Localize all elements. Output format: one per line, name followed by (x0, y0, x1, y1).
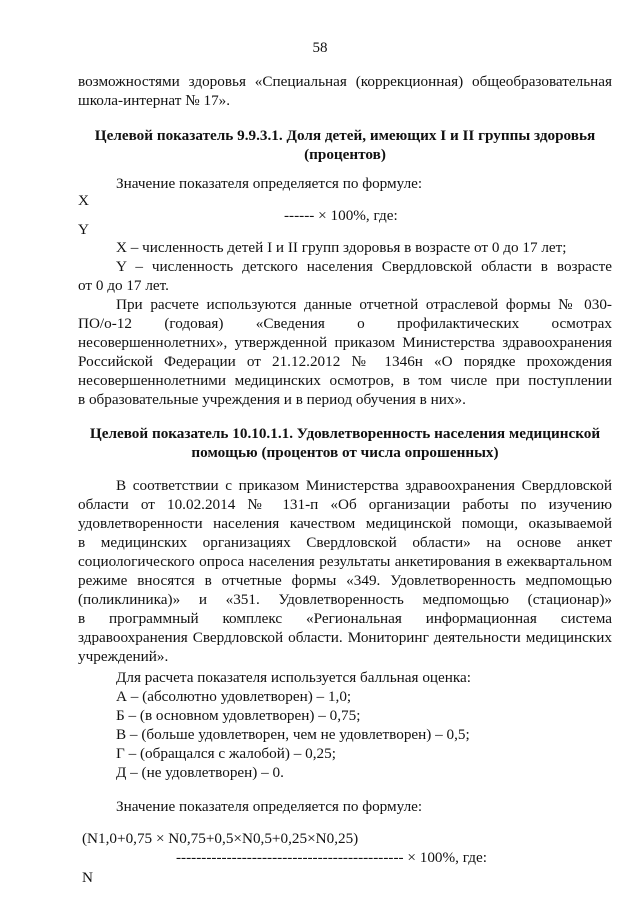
section1-def-y-line-2: от 0 до 17 лет. (78, 277, 169, 294)
section1-p1-line-4: Российской Федерации от 21.12.2012 № 1346н «О порядке прохождения (78, 353, 612, 370)
section2-p1-line-6: режиме вносятся в отчетные формы «349. Удовлетворенность медпомощью (78, 572, 612, 589)
section1-numerator: X (78, 192, 89, 209)
section2-score-a: А – (абсолютно удовлетворен) – 1,0; (116, 688, 352, 705)
section2-heading-line-1: Целевой показатель 10.10.1.1. Удовлетворенность населения медицинской (89, 425, 601, 442)
section2-p1-line-4: в медицинских организациях Свердловской области» на основе анкет (78, 534, 612, 551)
section1-p1-line-1: При расчете используются данные отчетной отраслевой формы № 030- (116, 296, 612, 313)
intro-line-2: школа-интернат № 17». (78, 92, 231, 109)
section1-denominator: Y (78, 221, 89, 238)
section1-p1-line-2: ПО/о-12 (годовая) «Сведения о профилактических осмотрах (78, 315, 612, 332)
section1-p1-line-6: в образовательные учреждения и в период обучения в них». (78, 391, 466, 408)
section2-formula-intro: Значение показателя определяется по формуле: (116, 798, 423, 815)
section1-p1-line-5: несовершеннолетними медицинских осмотров, в том числе при поступлении (78, 372, 612, 389)
section2-score-intro: Для расчета показателя используется балльная оценка: (116, 669, 472, 686)
section2-numerator: (N1,0+0,75 × N0,75+0,5×N0,5+0,25×N0,25) (82, 830, 359, 847)
section2-p1-line-8: в программный комплекс «Региональная информационная система (78, 610, 612, 627)
section1-def-x: X – численность детей I и II групп здоровья в возрасте от 0 до 17 лет; (116, 239, 567, 256)
section2-p1-line-5: социологического опроса населения результаты анкетирования в ежеквартальном (78, 553, 612, 570)
section2-p1-line-7: (поликлиника)» и «351. Удовлетворенность медпомощью (стационар)» (78, 591, 612, 608)
section2-fraction-line: --------------------------------------------- × 100%, где: (176, 849, 487, 866)
section2-p1-line-2: области от 10.02.2014 № 131-п «Об организации работы по изучению (78, 496, 612, 513)
section1-heading-line-2: (процентов) (304, 146, 386, 163)
section1-fraction-line: ------ × 100%, где: (284, 207, 398, 224)
intro-line-1: возможностями здоровья «Специальная (коррекционная) общеобразовательная (78, 73, 612, 90)
section2-p1-line-9: здравоохранения Свердловской области. Мониторинг деятельности медицинских (78, 629, 612, 646)
section2-p1-line-3: удовлетворенности населения качеством медицинской помощи, оказываемой (78, 515, 612, 532)
section2-denominator: N (82, 869, 93, 886)
section2-score-b: Б – (в основном удовлетворен) – 0,75; (116, 707, 361, 724)
section2-p1-line-1: В соответствии с приказом Министерства здравоохранения Свердловской (116, 477, 612, 494)
section1-p1-line-3: несовершеннолетних», утвержденной приказом Министерства здравоохранения (78, 334, 612, 351)
section1-formula-intro: Значение показателя определяется по формуле: (116, 175, 423, 192)
section1-def-y-line-1: Y – численность детского населения Свердловской области в возрасте (116, 258, 612, 275)
section2-score-v: В – (больше удовлетворен, чем не удовлетворен) – 0,5; (116, 726, 470, 743)
section2-score-d: Д – (не удовлетворен) – 0. (116, 764, 284, 781)
section1-heading-line-1: Целевой показатель 9.9.3.1. Доля детей, имеющих I и II группы здоровья (94, 127, 596, 144)
section2-p1-line-10: учреждений». (78, 648, 169, 665)
section2-score-g: Г – (обращался с жалобой) – 0,25; (116, 745, 336, 762)
section2-heading-line-2: помощью (процентов от числа опрошенных) (191, 444, 499, 461)
page-number: 58 (312, 40, 328, 56)
